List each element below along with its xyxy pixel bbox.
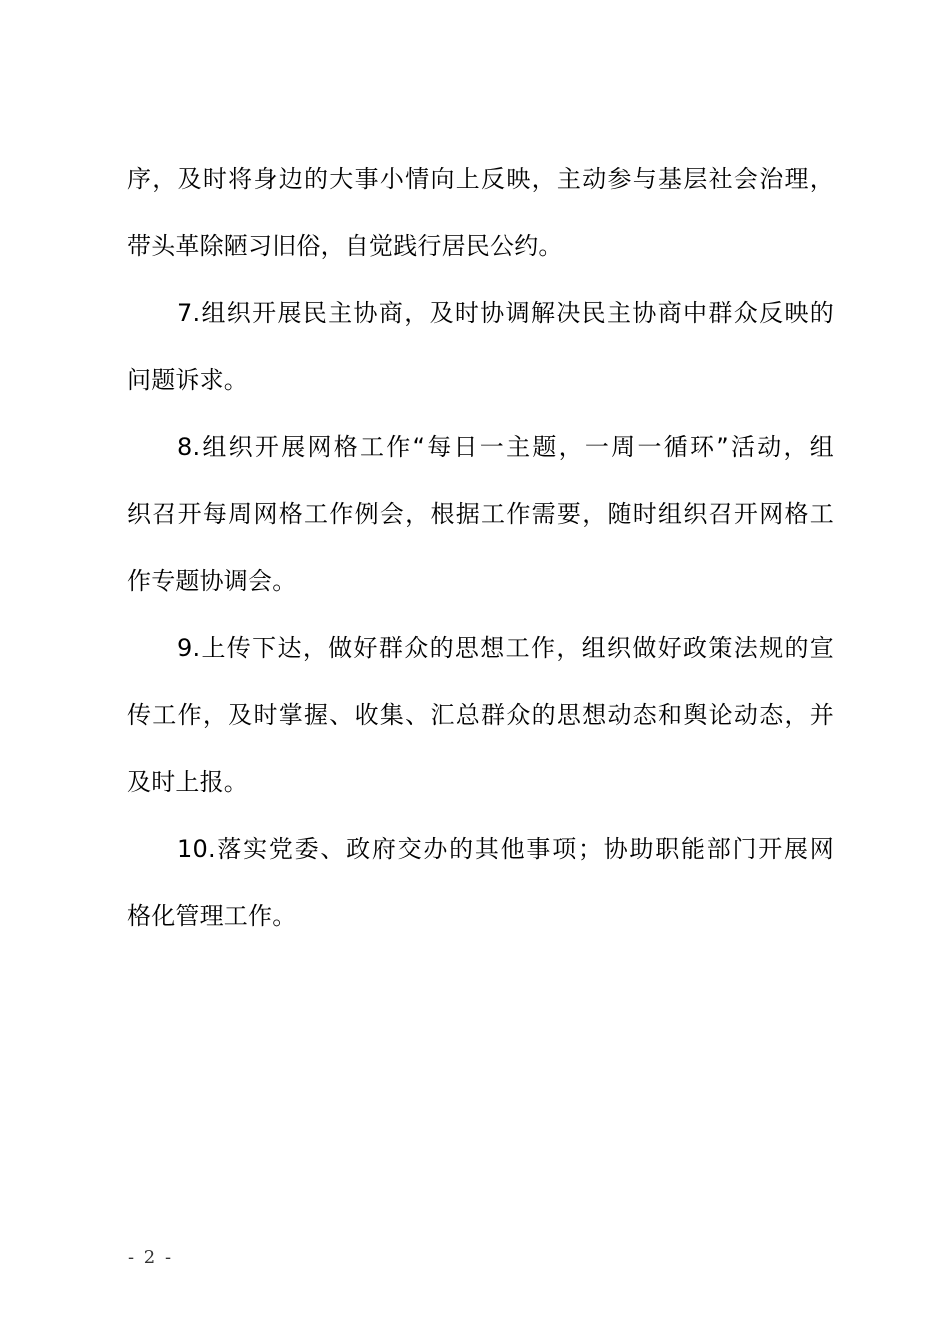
page-number: - 2 -: [128, 1247, 174, 1268]
paragraph-item-8: [127, 414, 834, 615]
text-line: 格化管理工作。: [127, 902, 297, 930]
text-line: 9.上传下达，做好群众的思想工作，组织做好政策法规的宣: [177, 634, 834, 662]
paragraph-item-7: [127, 280, 834, 414]
text-line: 传工作，及时掌握、收集、汇总群众的思想动态和舆论动态，并: [127, 701, 834, 729]
paragraph-item-9: [127, 615, 834, 816]
paragraph-continuation: [127, 146, 834, 280]
text-line: 10.落实党委、政府交办的其他事项；协助职能部门开展网: [177, 835, 834, 863]
paragraph-item-10: [127, 816, 834, 950]
text-line: 序，及时将身边的大事小情向上反映，主动参与基层社会治理，: [127, 165, 834, 193]
text-line: 7.组织开展民主协商，及时协调解决民主协商中群众反映的: [177, 299, 834, 327]
body-text: [127, 146, 834, 950]
text-line: 8.组织开展网格工作“每日一主题，一周一循环”活动，组: [177, 433, 834, 461]
text-line: 作专题协调会。: [127, 567, 297, 595]
text-line: 织召开每周网格工作例会，根据工作需要，随时组织召开网格工: [127, 500, 834, 528]
text-line: 及时上报。: [127, 768, 248, 796]
text-line: 带头革除陋习旧俗，自觉践行居民公约。: [127, 232, 563, 260]
text-line: 问题诉求。: [127, 366, 248, 394]
